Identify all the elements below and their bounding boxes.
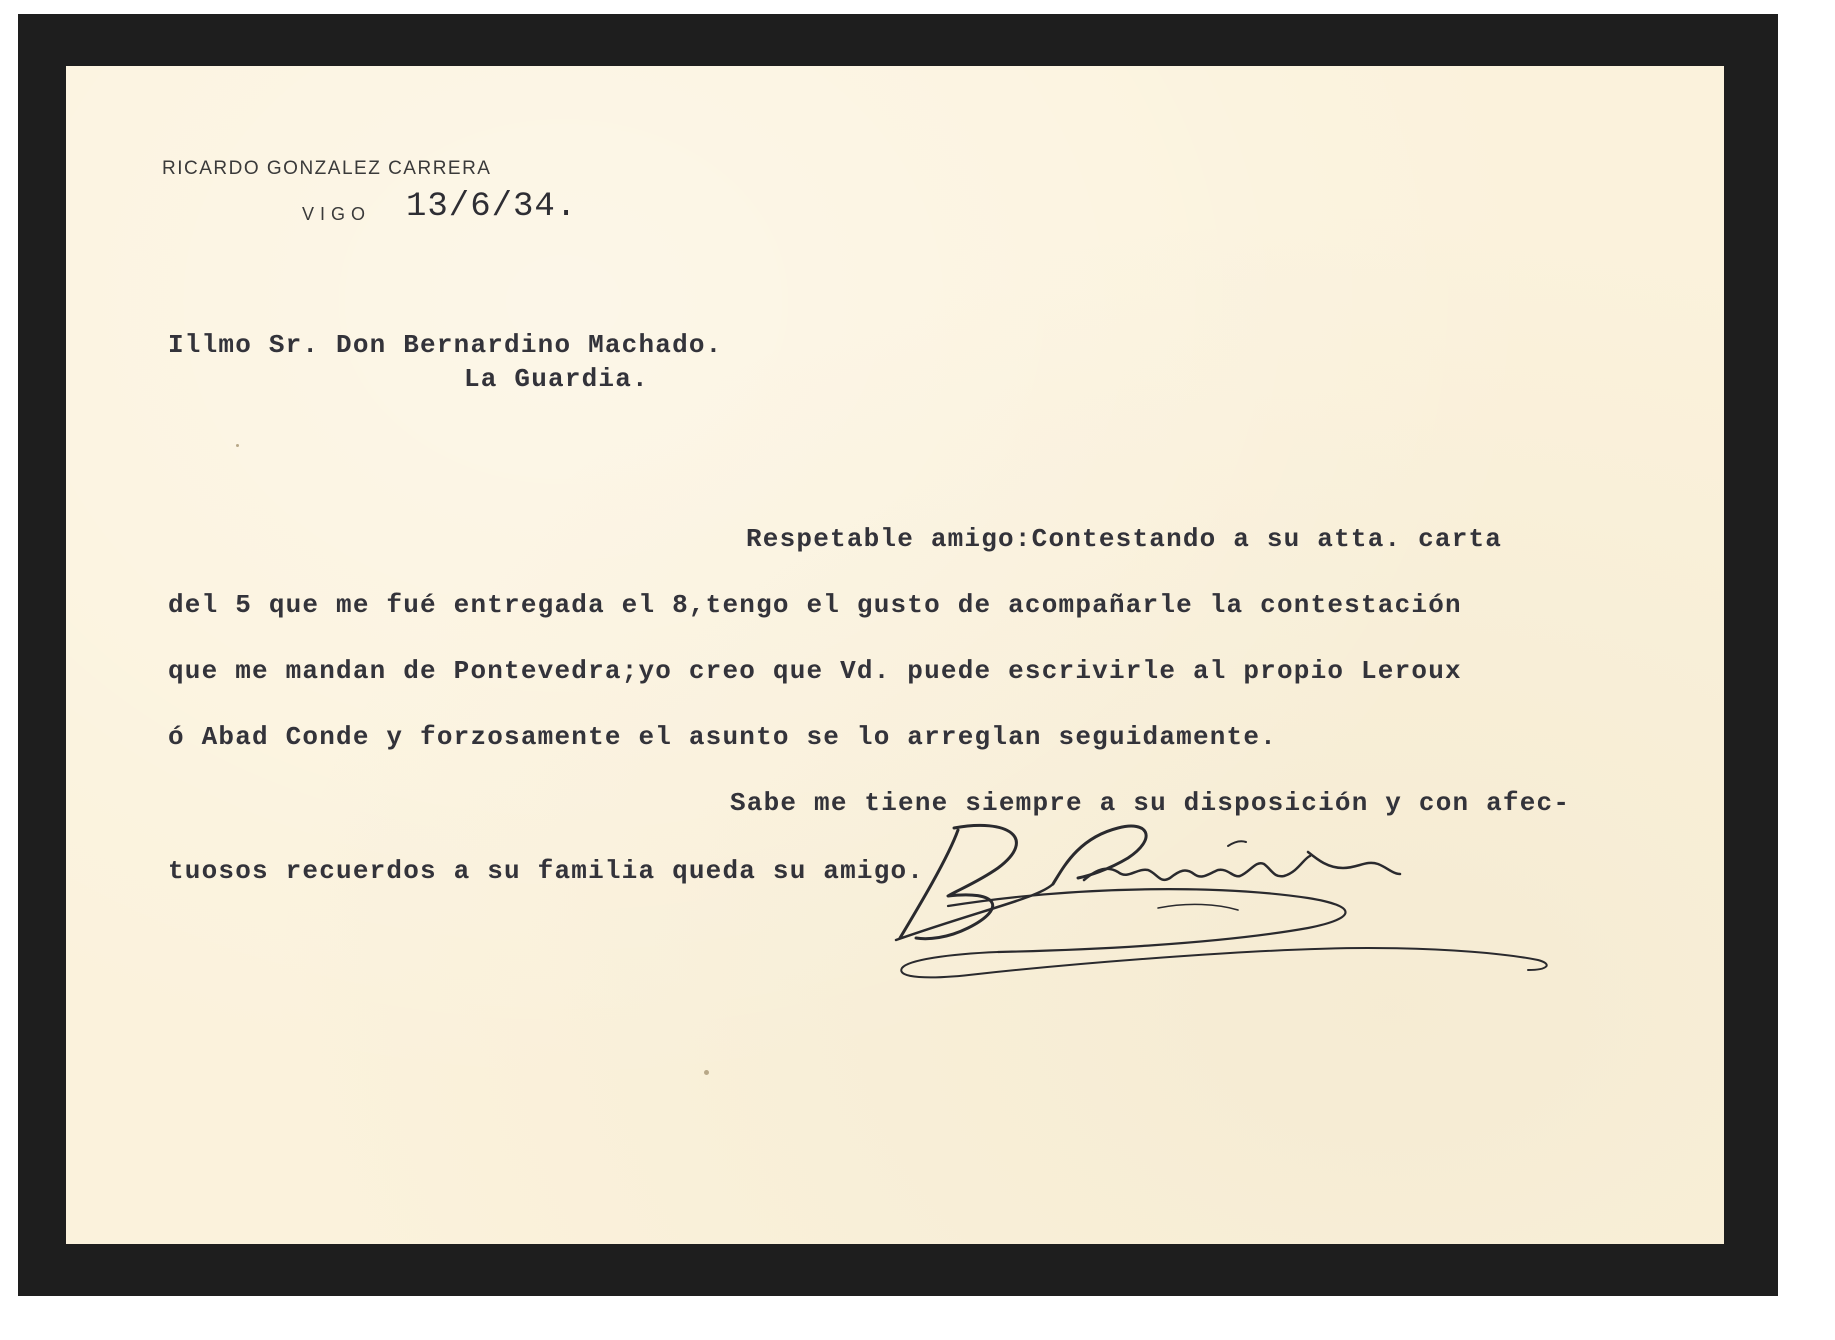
letterhead-city: VIGO	[302, 204, 372, 224]
body-line-5: Sabe me tiene siempre a su disposición y con afec-	[730, 788, 1571, 818]
body-line-4: ó Abad Conde y forzosamente el asunto se lo arreglan seguidamente.	[168, 722, 1277, 752]
recipient-line-1: Illmo Sr. Don Bernardino Machado.	[168, 330, 723, 360]
handwritten-signature	[888, 798, 1648, 1078]
body-line-6: tuosos recuerdos a su familia queda su amigo.	[168, 856, 925, 886]
body-line-3: que me mandan de Pontevedra;yo creo que Vd. puede escrivirle al propio Leroux	[168, 656, 1462, 686]
letterhead-name: RICARDO GONZALEZ CARRERA	[162, 158, 492, 179]
body-line-2: del 5 que me fué entregada el 8,tengo el gusto de acompañarle la contestación	[168, 590, 1462, 620]
letter-date: 13/6/34.	[406, 188, 578, 226]
paper-speck	[704, 1070, 709, 1075]
paper-speck	[236, 444, 239, 447]
body-line-1: Respetable amigo:Contestando a su atta. carta	[746, 524, 1503, 554]
recipient-line-2: La Guardia.	[464, 364, 649, 394]
